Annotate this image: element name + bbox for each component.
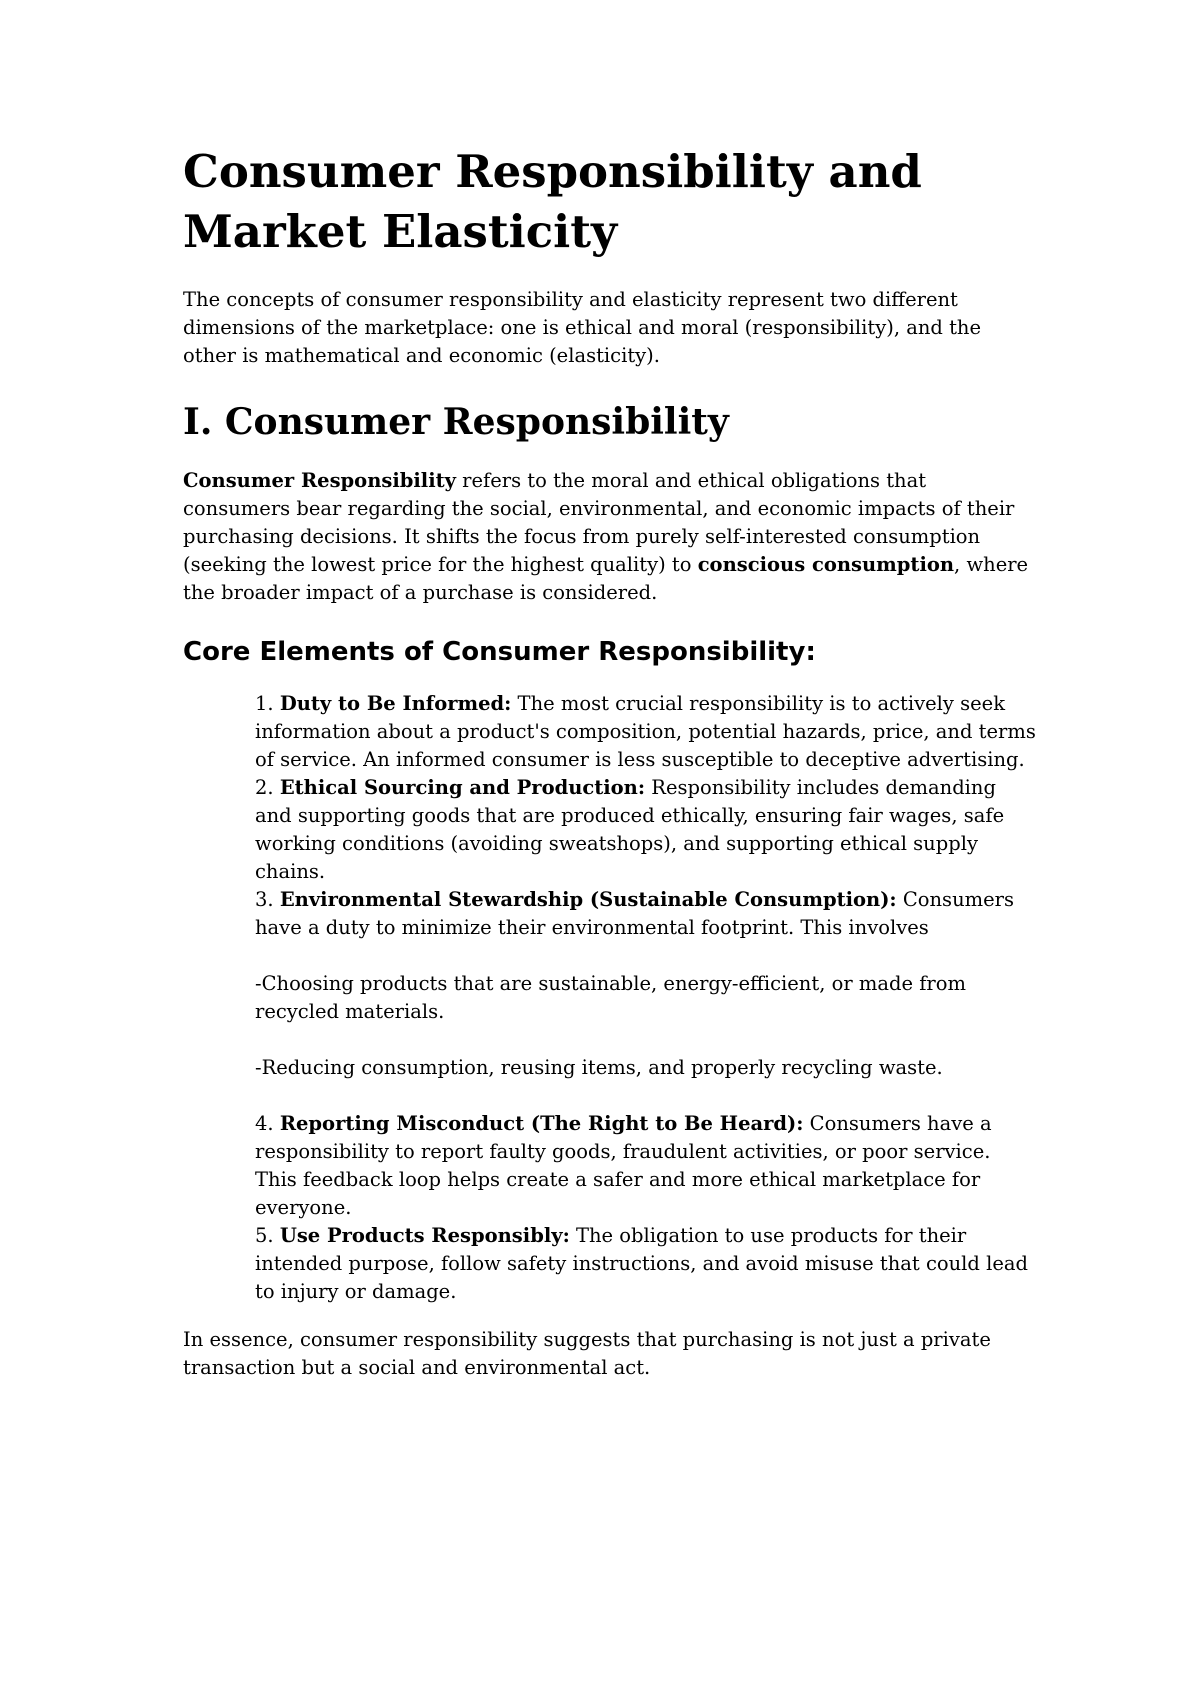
page-title: Consumer Responsibility and Market Elasticity [183, 145, 922, 258]
list-item-text: Responsibility includes demanding and supporting goods that are produced ethically, ensuring fair wages, safe working conditions (avoiding sweatshops), and supporting ethical supply chains. [255, 776, 1005, 883]
definition-text: refers to the moral and ethical obligations that consumers bear regarding the social, environmental, and economic impacts of their purchasing decisions. It shifts the focus from purely self-interested consumption (seeking the lowest price for the highest quality) to [183, 469, 1015, 576]
core-elements-list [183, 690, 1038, 1306]
document-body [183, 142, 1038, 1382]
section-heading-consumer-responsibility: I. Consumer Responsibility [183, 401, 729, 443]
list-item [255, 690, 1038, 774]
list-item-text: The most crucial responsibility is to actively seek information about a product's composition, potential hazards, price, and terms of service. An informed consumer is less susceptible to deceptive advertising. [255, 692, 1036, 771]
list-item-number: 3. [255, 888, 280, 911]
list-item [255, 1110, 1038, 1222]
list-item-title: Use Products Responsibly: [279, 1224, 570, 1247]
definition-text-end: , where the broader impact of a purchase is considered. [183, 553, 1029, 604]
conclusion-paragraph: In essence, consumer responsibility suggests that purchasing is not just a private transaction but a social and environmental act. [183, 1328, 991, 1379]
definition-term: Consumer Responsibility [183, 469, 456, 492]
list-item-title: Environmental Stewardship (Sustainable Consumption): [279, 888, 897, 911]
list-item [255, 886, 1038, 942]
list-item-title: Ethical Sourcing and Production: [279, 776, 646, 799]
list-item-title: Duty to Be Informed: [279, 692, 512, 715]
list-item-text: Consumers have a duty to minimize their environmental footprint. This involves [255, 888, 1014, 939]
list-item-number: 2. [255, 776, 280, 799]
definition-bold-phrase: conscious consumption [697, 553, 955, 576]
intro-paragraph: The concepts of consumer responsibility and elasticity represent two different dimensions of the marketplace: one is ethical and moral (responsibility), and the other is mathematical and economic (elasticity). [183, 288, 982, 367]
sub-list-item: -Choosing products that are sustainable, energy-efficient, or made from recycled materials. [255, 972, 966, 1023]
list-item [255, 1222, 1038, 1306]
list-item [255, 774, 1038, 886]
definition-paragraph [183, 467, 1038, 607]
sub-list-item: -Reducing consumption, reusing items, and properly recycling waste. [255, 1056, 943, 1079]
list-item-number: 4. [255, 1112, 280, 1135]
list-item-number: 1. [255, 692, 280, 715]
list-item-number: 5. [255, 1224, 280, 1247]
list-item-text: Consumers have a responsibility to report faulty goods, fraudulent activities, or poor service. This feedback loop helps create a safer and more ethical marketplace for everyone. [255, 1112, 992, 1219]
list-item-title: Reporting Misconduct (The Right to Be Heard): [279, 1112, 804, 1135]
subsection-heading-core-elements: Core Elements of Consumer Responsibility: [183, 637, 816, 667]
list-item-text: The obligation to use products for their intended purpose, follow safety instructions, and avoid misuse that could lead to injury or damage. [255, 1224, 1028, 1303]
